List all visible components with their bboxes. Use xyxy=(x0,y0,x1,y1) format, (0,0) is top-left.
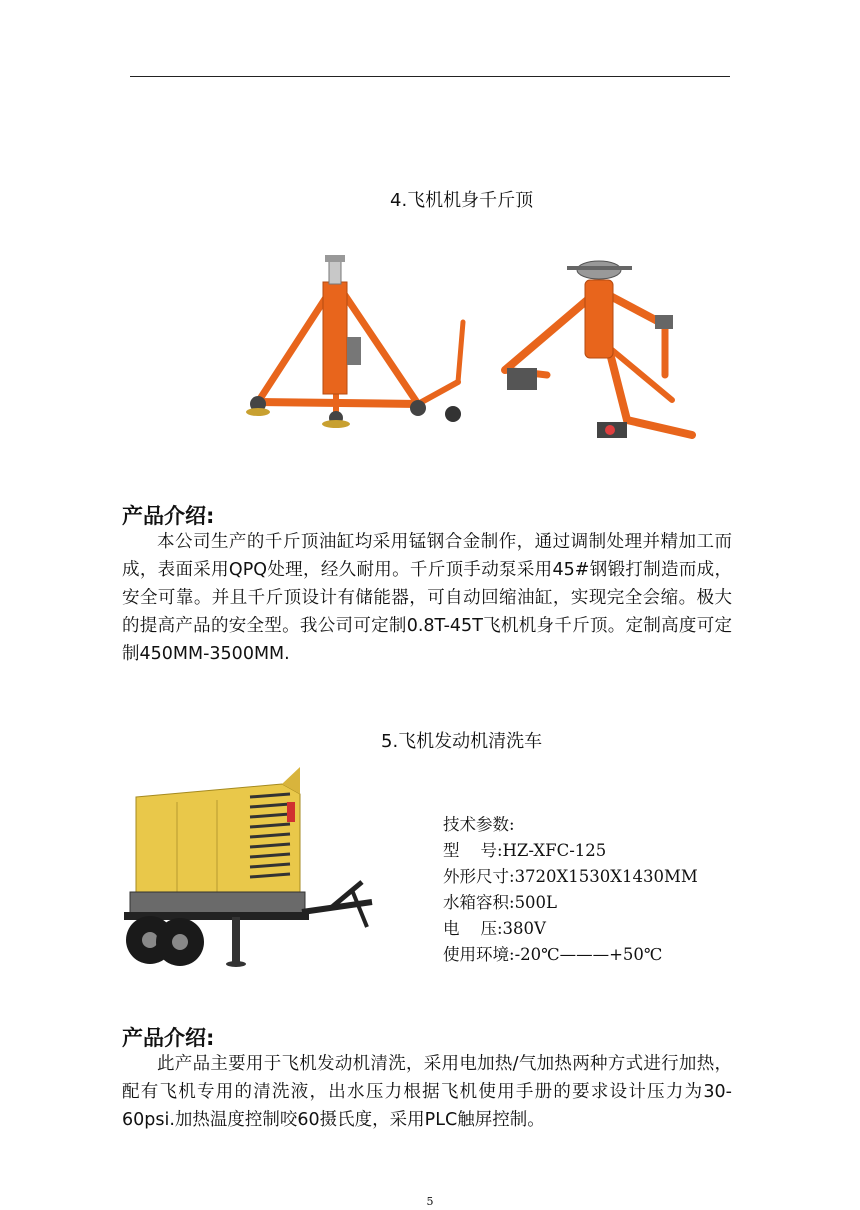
spec-label: 型 号: xyxy=(443,841,503,860)
spec-label: 外形尺寸: xyxy=(443,867,515,886)
spec-value: -20℃———+50℃ xyxy=(514,945,663,964)
wash-cart-photo xyxy=(122,762,384,974)
section4-title: 4.飞机机身千斤顶 xyxy=(390,190,534,211)
spec-model xyxy=(443,838,698,864)
spec-voltage xyxy=(443,916,698,942)
spec-label: 电 压: xyxy=(443,919,503,938)
spec-tank-volume xyxy=(443,890,698,916)
tripod-jack-photo xyxy=(238,252,473,430)
header-rule xyxy=(130,76,730,77)
section5-title: 5.飞机发动机清洗车 xyxy=(381,731,543,752)
spec-value: 500L xyxy=(514,893,558,912)
spec-value: 3720X1530X1430MM xyxy=(514,867,698,886)
page-number: 5 xyxy=(426,1195,434,1208)
folding-jack-photo xyxy=(487,250,702,448)
specs-heading: 技术参数: xyxy=(443,815,515,834)
specs-panel xyxy=(443,812,698,968)
spec-value: HZ-XFC-125 xyxy=(502,841,607,860)
spec-label: 使用环境: xyxy=(443,945,515,964)
spec-value: 380V xyxy=(502,919,546,938)
spec-dimensions xyxy=(443,864,698,890)
section5-intro-heading: 产品介绍: xyxy=(122,1026,215,1050)
section5-intro-text: 此产品主要用于飞机发动机清洗，采用电加热/气加热两种方式进行加热，配有飞机专用的清洗液，出水压力根据飞机使用手册的要求设计压力为30-60psi.加热温度控制咬60摄氏度，采用PLC触屏控制。 xyxy=(122,1054,732,1130)
spec-label: 水箱容积: xyxy=(443,893,515,912)
spec-environment xyxy=(443,942,698,968)
section4-intro-text: 本公司生产的千斤顶油缸均采用锰钢合金制作，通过调制处理并精加工而成，表面采用QPQ处理，经久耐用。千斤顶手动泵采用45#钢锻打制造而成，安全可靠。并且千斤顶设计有储能器，可自动回缩油缸，实现完全会缩。极大的提高产品的安全型。我公司可定制0.8T-45T飞机机身千斤顶。定制高度可定制450MM-3500MM. xyxy=(122,532,732,664)
section4-intro-heading: 产品介绍: xyxy=(122,504,215,528)
